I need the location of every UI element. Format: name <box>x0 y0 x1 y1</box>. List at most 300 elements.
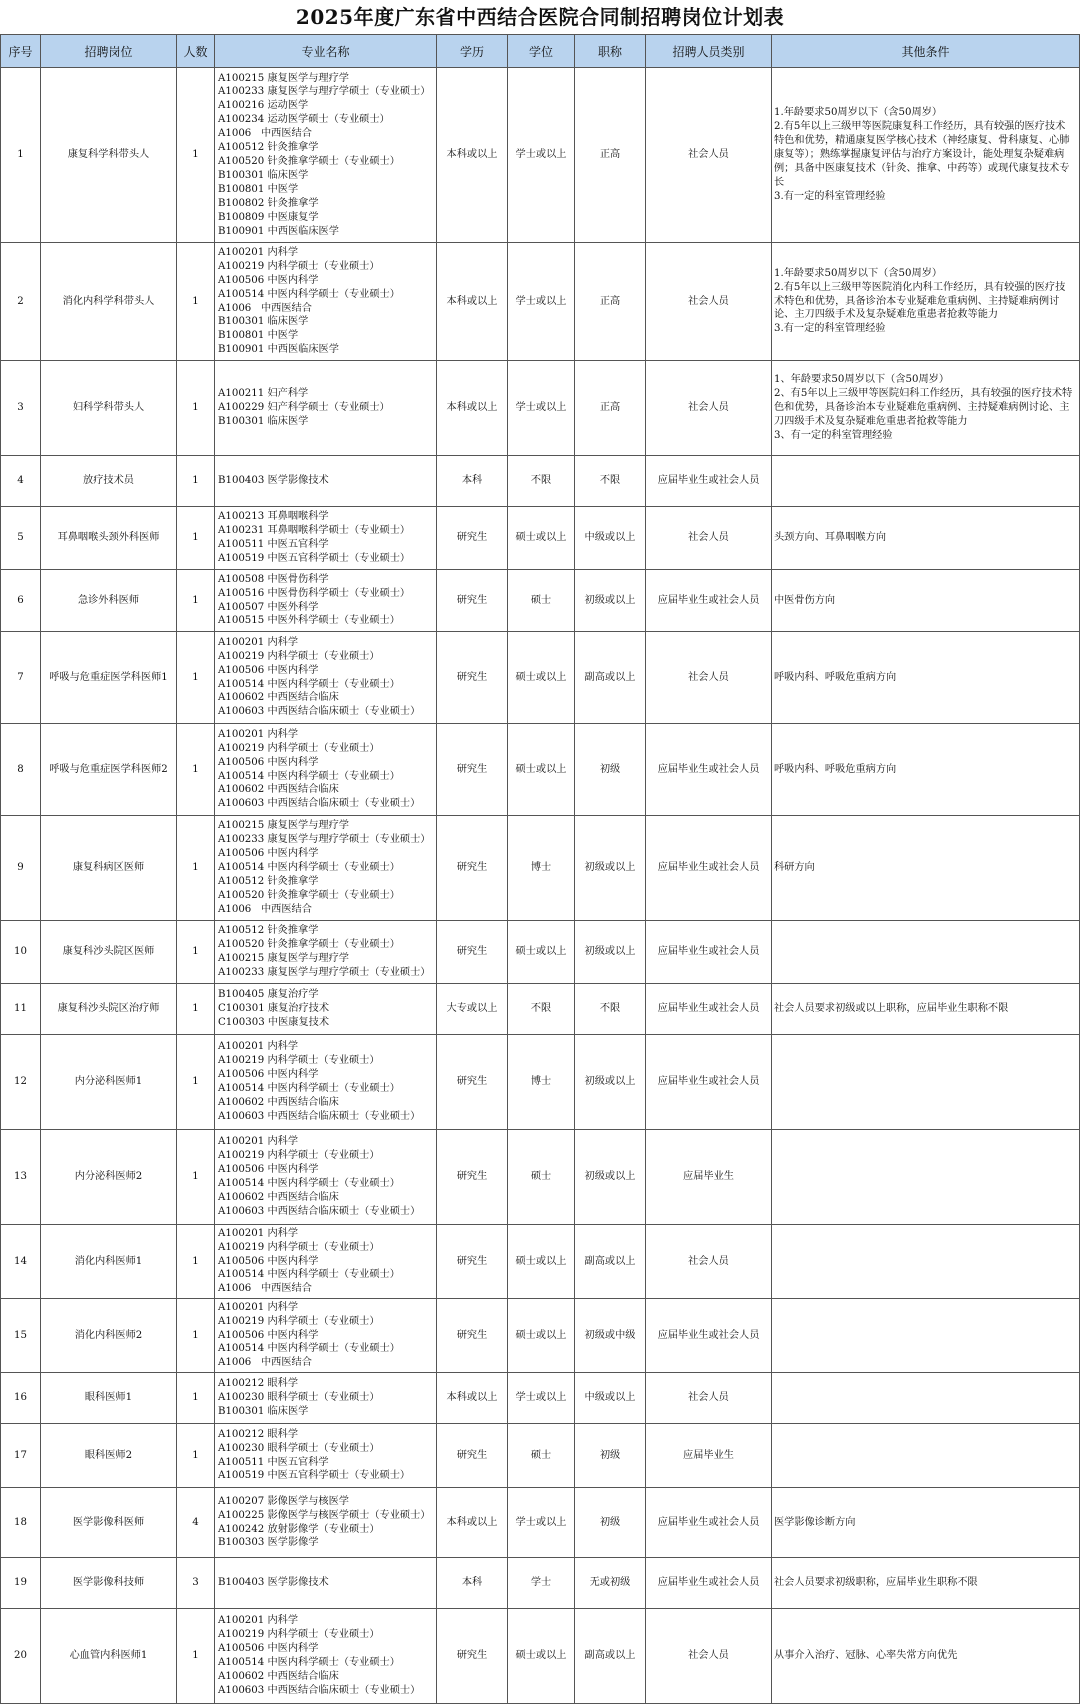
cell-education: 研究生 <box>437 1035 508 1130</box>
cell-no: 17 <box>1 1424 41 1488</box>
cell-category: 社会人员 <box>646 1609 772 1704</box>
cell-majors <box>215 456 437 507</box>
cell-title: 初级或以上 <box>575 1130 646 1225</box>
other-line: 1、年龄要求50周岁以下（含50周岁） <box>774 374 950 386</box>
cell-majors <box>215 724 437 816</box>
major-line: B100301 临床医学 <box>218 1405 309 1417</box>
cell-other <box>772 632 1080 724</box>
cell-degree: 硕士 <box>508 570 575 632</box>
cell-position: 康复科学科带头人 <box>41 68 177 243</box>
table-row <box>1 1558 1080 1609</box>
major-line: C100301 康复治疗技术 <box>218 1003 330 1015</box>
major-line: A100602 中西医结合临床 <box>218 692 339 704</box>
cell-no: 3 <box>1 361 41 456</box>
cell-degree: 学士或以上 <box>508 68 575 243</box>
cell-degree: 硕士或以上 <box>508 724 575 816</box>
cell-category: 社会人员 <box>646 361 772 456</box>
major-line: A100213 耳鼻咽喉科学 <box>218 511 329 523</box>
table-body <box>1 68 1080 1704</box>
table-row <box>1 1035 1080 1130</box>
cell-count: 4 <box>177 1488 215 1558</box>
major-line: A100219 内科学硕士（专业硕士） <box>218 260 380 272</box>
cell-no: 4 <box>1 456 41 507</box>
cell-no: 7 <box>1 632 41 724</box>
cell-degree: 不限 <box>508 456 575 507</box>
table-row <box>1 724 1080 816</box>
cell-education: 大专或以上 <box>437 984 508 1035</box>
major-line: A100520 针灸推拿学硕士（专业硕士） <box>218 156 400 167</box>
other-line: 科研方向 <box>774 862 815 874</box>
cell-education: 研究生 <box>437 1130 508 1225</box>
table-header <box>1 35 1080 68</box>
cell-category: 应届毕业生 <box>646 1130 772 1225</box>
cell-other <box>772 816 1080 921</box>
cell-majors <box>215 1424 437 1488</box>
cell-category: 社会人员 <box>646 507 772 570</box>
cell-title: 初级或中级 <box>575 1299 646 1373</box>
major-line: A100201 内科学 <box>218 728 299 740</box>
cell-title: 不限 <box>575 456 646 507</box>
cell-count: 1 <box>177 1035 215 1130</box>
major-line: A100512 针灸推拿学 <box>218 875 319 887</box>
other-line: 2.有5年以上三级甲等医院消化内科工作经历，具有较强的医疗技术特色和优势，具备诊治本专业疑难危重病例、主持疑难病例讨论、主刀四级手术及复杂疑难危重患者抢救等能力 <box>774 281 1066 321</box>
major-line: A100602 中西医结合临床 <box>218 1096 339 1108</box>
cell-position: 消化内科学科带头人 <box>41 243 177 361</box>
cell-title: 副高或以上 <box>575 632 646 724</box>
major-line: B100801 中医学 <box>218 330 299 342</box>
cell-count: 1 <box>177 1299 215 1373</box>
cell-category: 应届毕业生或社会人员 <box>646 1488 772 1558</box>
cell-title: 初级 <box>575 1488 646 1558</box>
cell-education: 研究生 <box>437 1225 508 1299</box>
cell-majors <box>215 1035 437 1130</box>
major-line: A100211 妇产科学 <box>218 388 309 400</box>
cell-no: 10 <box>1 921 41 984</box>
cell-other <box>772 1130 1080 1225</box>
cell-other <box>772 1225 1080 1299</box>
cell-degree: 硕士或以上 <box>508 1609 575 1704</box>
cell-position: 内分泌科医师1 <box>41 1035 177 1130</box>
table-row <box>1 456 1080 507</box>
cell-title: 中级或以上 <box>575 507 646 570</box>
major-line: A100514 中医内科学硕士（专业硕士） <box>218 1657 400 1668</box>
major-line: A100201 内科学 <box>218 1041 299 1053</box>
table-row <box>1 570 1080 632</box>
other-line: 呼吸内科、呼吸危重病方向 <box>774 763 897 775</box>
cell-position: 康复科病区医师 <box>41 816 177 921</box>
cell-count: 1 <box>177 68 215 243</box>
cell-other <box>772 1424 1080 1488</box>
cell-other <box>772 921 1080 984</box>
other-line: 中医骨伤方向 <box>774 594 836 606</box>
header-major: 专业名称 <box>215 35 437 68</box>
major-line: A100229 妇产科学硕士（专业硕士） <box>218 402 390 414</box>
major-line: A100516 中医骨伤科学硕士（专业硕士） <box>218 587 411 599</box>
other-line: 2.有5年以上三级甲等医院康复科工作经历，具有较强的医疗技术特色和优势，精通康复医学核心技术（神经康复、骨科康复、心肺康复等）；熟练掌握康复评估与治疗方案设计，能处理复杂疑难病例；具备中医康复技术（针灸、推拿、中药等）或现代康复技术专长 <box>774 121 1070 188</box>
major-line: A100515 中医外科学硕士（专业硕士） <box>218 615 400 627</box>
header-degree: 学位 <box>508 35 575 68</box>
other-line: 社会人员要求初级或以上职称，应届毕业生职称不限 <box>774 1003 1009 1015</box>
table-row <box>1 984 1080 1035</box>
major-line: A100225 影像医学与核医学硕士（专业硕士） <box>218 1509 431 1521</box>
major-line: B100801 中医学 <box>218 183 299 195</box>
cell-other <box>772 1035 1080 1130</box>
cell-no: 20 <box>1 1609 41 1704</box>
major-line: A100514 中医内科学硕士（专业硕士） <box>218 1343 400 1355</box>
header-category: 招聘人员类别 <box>646 35 772 68</box>
cell-education: 本科或以上 <box>437 1488 508 1558</box>
cell-majors <box>215 984 437 1035</box>
cell-title: 不限 <box>575 984 646 1035</box>
cell-count: 1 <box>177 984 215 1035</box>
major-line: A100506 中医内科学 <box>218 1069 319 1081</box>
major-line: A100231 耳鼻咽喉科学硕士（专业硕士） <box>218 525 411 537</box>
cell-majors <box>215 1609 437 1704</box>
major-line: A100514 中医内科学硕士（专业硕士） <box>218 288 400 300</box>
table-row <box>1 1488 1080 1558</box>
major-line: A1006 中西医结合 <box>218 1283 312 1295</box>
other-line: 医学影像诊断方向 <box>774 1516 856 1528</box>
cell-category: 应届毕业生或社会人员 <box>646 921 772 984</box>
major-line: A100520 针灸推拿学硕士（专业硕士） <box>218 889 400 901</box>
cell-position: 康复科沙头院区医师 <box>41 921 177 984</box>
major-line: A100219 内科学硕士（专业硕士） <box>218 1315 380 1327</box>
cell-position: 呼吸与危重症医学科医师1 <box>41 632 177 724</box>
cell-education: 本科或以上 <box>437 68 508 243</box>
table-row <box>1 243 1080 361</box>
cell-position: 妇科学科带头人 <box>41 361 177 456</box>
major-line: A100506 中医内科学 <box>218 274 319 286</box>
cell-majors <box>215 632 437 724</box>
cell-count: 3 <box>177 1558 215 1609</box>
cell-count: 1 <box>177 1609 215 1704</box>
major-line: A100219 内科学硕士（专业硕士） <box>218 650 380 662</box>
cell-position: 心血管内科医师1 <box>41 1609 177 1704</box>
cell-no: 8 <box>1 724 41 816</box>
major-line: A100602 中西医结合临床 <box>218 1191 339 1203</box>
cell-no: 15 <box>1 1299 41 1373</box>
major-line: C100303 中医康复技术 <box>218 1016 330 1028</box>
cell-category: 应届毕业生或社会人员 <box>646 570 772 632</box>
cell-education: 研究生 <box>437 1299 508 1373</box>
cell-degree: 硕士或以上 <box>508 1225 575 1299</box>
cell-count: 1 <box>177 361 215 456</box>
cell-category: 应届毕业生或社会人员 <box>646 984 772 1035</box>
cell-category: 社会人员 <box>646 1225 772 1299</box>
cell-degree: 硕士或以上 <box>508 1299 575 1373</box>
cell-majors <box>215 1558 437 1609</box>
major-line: A100511 中医五官科学 <box>218 539 329 550</box>
cell-other <box>772 456 1080 507</box>
cell-count: 1 <box>177 1130 215 1225</box>
major-line: A100233 康复医学与理疗学硕士（专业硕士） <box>218 834 431 846</box>
cell-degree: 硕士或以上 <box>508 921 575 984</box>
cell-count: 1 <box>177 921 215 984</box>
other-line: 3、有一定的科室管理经验 <box>774 429 893 441</box>
cell-degree: 学士或以上 <box>508 243 575 361</box>
cell-position: 消化内科医师2 <box>41 1299 177 1373</box>
major-line: A100514 中医内科学硕士（专业硕士） <box>218 1269 400 1281</box>
other-line: 1.年龄要求50周岁以下（含50周岁） <box>774 107 943 119</box>
major-line: A100215 康复医学与理疗学 <box>218 72 349 84</box>
cell-title: 初级 <box>575 1424 646 1488</box>
cell-education: 研究生 <box>437 724 508 816</box>
cell-category: 应届毕业生或社会人员 <box>646 724 772 816</box>
cell-education: 研究生 <box>437 921 508 984</box>
major-line: A100603 中西医结合临床硕士（专业硕士） <box>218 1684 421 1696</box>
other-line: 呼吸内科、呼吸危重病方向 <box>774 671 897 683</box>
cell-position: 内分泌科医师2 <box>41 1130 177 1225</box>
cell-position: 消化内科医师1 <box>41 1225 177 1299</box>
cell-category: 应届毕业生或社会人员 <box>646 816 772 921</box>
cell-count: 1 <box>177 1373 215 1424</box>
major-line: A100603 中西医结合临床硕士（专业硕士） <box>218 1205 421 1217</box>
cell-count: 1 <box>177 1424 215 1488</box>
cell-category: 应届毕业生 <box>646 1424 772 1488</box>
cell-majors <box>215 68 437 243</box>
table-row <box>1 507 1080 570</box>
major-line: B100301 临床医学 <box>218 169 309 181</box>
cell-degree: 学士或以上 <box>508 1488 575 1558</box>
table-row <box>1 1424 1080 1488</box>
cell-no: 6 <box>1 570 41 632</box>
cell-other <box>772 984 1080 1035</box>
major-line: A100507 中医外科学 <box>218 601 319 613</box>
cell-education: 研究生 <box>437 816 508 921</box>
cell-majors <box>215 1225 437 1299</box>
cell-other <box>772 724 1080 816</box>
cell-education: 研究生 <box>437 1609 508 1704</box>
major-line: A100506 中医内科学 <box>218 1255 319 1267</box>
page-title: 2025年度广东省中西结合医院合同制招聘岗位计划表 <box>295 5 785 29</box>
major-line: A100514 中医内科学硕士（专业硕士） <box>218 678 400 690</box>
major-line: B100809 中医康复学 <box>218 211 319 223</box>
major-line: A100520 针灸推拿学硕士（专业硕士） <box>218 939 400 951</box>
major-line: A100219 内科学硕士（专业硕士） <box>218 742 380 754</box>
major-line: A100512 针灸推拿学 <box>218 142 319 154</box>
cell-no: 2 <box>1 243 41 361</box>
cell-count: 1 <box>177 632 215 724</box>
header-title: 职称 <box>575 35 646 68</box>
major-line: A100219 内科学硕士（专业硕士） <box>218 1629 380 1641</box>
recruitment-table <box>0 34 1080 1704</box>
cell-degree: 博士 <box>508 816 575 921</box>
major-line: A100603 中西医结合临床硕士（专业硕士） <box>218 1110 421 1122</box>
major-line: A100514 中医内科学硕士（专业硕士） <box>218 770 400 782</box>
major-line: A1006 中西医结合 <box>218 128 312 140</box>
cell-count: 1 <box>177 1225 215 1299</box>
cell-title: 初级 <box>575 724 646 816</box>
cell-other <box>772 1299 1080 1373</box>
cell-education: 本科或以上 <box>437 1373 508 1424</box>
cell-other <box>772 68 1080 243</box>
cell-category: 应届毕业生或社会人员 <box>646 1035 772 1130</box>
major-line: A1006 中西医结合 <box>218 903 312 915</box>
cell-other <box>772 570 1080 632</box>
major-line: A100201 内科学 <box>218 1615 299 1627</box>
cell-title: 初级或以上 <box>575 816 646 921</box>
cell-majors <box>215 816 437 921</box>
major-line: A100201 内科学 <box>218 1227 299 1239</box>
other-line: 1.年龄要求50周岁以下（含50周岁） <box>774 267 943 279</box>
cell-count: 1 <box>177 507 215 570</box>
cell-no: 13 <box>1 1130 41 1225</box>
other-line: 3.有一定的科室管理经验 <box>774 323 886 335</box>
cell-majors <box>215 1299 437 1373</box>
cell-no: 1 <box>1 68 41 243</box>
cell-category: 应届毕业生或社会人员 <box>646 1558 772 1609</box>
major-line: A100233 康复医学与理疗学硕士（专业硕士） <box>218 86 431 98</box>
cell-no: 5 <box>1 507 41 570</box>
major-line: B100901 中西医临床医学 <box>218 344 339 356</box>
table-row <box>1 1130 1080 1225</box>
cell-category: 社会人员 <box>646 243 772 361</box>
cell-category: 社会人员 <box>646 1373 772 1424</box>
cell-education: 研究生 <box>437 1424 508 1488</box>
cell-degree: 学士或以上 <box>508 361 575 456</box>
major-line: A100506 中医内科学 <box>218 756 319 768</box>
cell-count: 1 <box>177 570 215 632</box>
major-line: A100511 中医五官科学 <box>218 1456 329 1468</box>
cell-category: 社会人员 <box>646 632 772 724</box>
cell-title: 初级或以上 <box>575 570 646 632</box>
cell-no: 19 <box>1 1558 41 1609</box>
major-line: A100219 内科学硕士（专业硕士） <box>218 1150 380 1162</box>
major-line: A100207 影像医学与核医学 <box>218 1495 349 1507</box>
major-line: B100403 医学影像技术 <box>218 475 329 487</box>
major-line: A100602 中西医结合临床 <box>218 784 339 796</box>
cell-position: 急诊外科医师 <box>41 570 177 632</box>
major-line: A100216 运动医学 <box>218 100 309 112</box>
cell-degree: 硕士 <box>508 1424 575 1488</box>
cell-title: 副高或以上 <box>575 1225 646 1299</box>
other-line: 社会人员要求初级职称，应届毕业生职称不限 <box>774 1577 978 1589</box>
cell-other <box>772 1373 1080 1424</box>
cell-majors <box>215 243 437 361</box>
cell-degree: 学士 <box>508 1558 575 1609</box>
cell-education: 研究生 <box>437 570 508 632</box>
table-row <box>1 816 1080 921</box>
major-line: A100212 眼科学 <box>218 1378 299 1390</box>
cell-education: 研究生 <box>437 632 508 724</box>
major-line: A100602 中西医结合临床 <box>218 1670 339 1682</box>
cell-title: 正高 <box>575 361 646 456</box>
major-line: B100301 临床医学 <box>218 415 309 427</box>
major-line: A100603 中西医结合临床硕士（专业硕士） <box>218 798 421 810</box>
cell-majors <box>215 1373 437 1424</box>
cell-position: 呼吸与危重症医学科医师2 <box>41 724 177 816</box>
cell-title: 正高 <box>575 68 646 243</box>
cell-other <box>772 361 1080 456</box>
cell-position: 眼科医师2 <box>41 1424 177 1488</box>
header-other: 其他条件 <box>772 35 1080 68</box>
cell-position: 医学影像科医师 <box>41 1488 177 1558</box>
cell-title: 正高 <box>575 243 646 361</box>
cell-other <box>772 1558 1080 1609</box>
major-line: A100201 内科学 <box>218 636 299 648</box>
cell-title: 初级或以上 <box>575 1035 646 1130</box>
major-line: A100506 中医内科学 <box>218 1164 319 1176</box>
major-line: A100215 康复医学与理疗学 <box>218 953 349 964</box>
major-line: B100901 中西医临床医学 <box>218 225 339 237</box>
header-no: 序号 <box>1 35 41 68</box>
major-line: A100234 运动医学硕士（专业硕士） <box>218 114 390 126</box>
cell-title: 中级或以上 <box>575 1373 646 1424</box>
cell-majors <box>215 1130 437 1225</box>
other-line: 从事介入治疗、冠脉、心率失常方向优先 <box>774 1650 958 1662</box>
major-line: A100201 内科学 <box>218 1136 299 1148</box>
major-line: A100603 中西医结合临床硕士（专业硕士） <box>218 706 421 718</box>
cell-position: 放疗技术员 <box>41 456 177 507</box>
cell-title: 无或初级 <box>575 1558 646 1609</box>
cell-other <box>772 243 1080 361</box>
cell-majors <box>215 570 437 632</box>
cell-other <box>772 1488 1080 1558</box>
cell-majors <box>215 921 437 984</box>
cell-category: 社会人员 <box>646 68 772 243</box>
major-line: A100506 中医内科学 <box>218 1329 319 1341</box>
major-line: A100514 中医内科学硕士（专业硕士） <box>218 862 400 874</box>
major-line: A1006 中西医结合 <box>218 302 312 314</box>
cell-no: 9 <box>1 816 41 921</box>
major-line: B100301 临床医学 <box>218 316 309 328</box>
header-education: 学历 <box>437 35 508 68</box>
cell-no: 12 <box>1 1035 41 1130</box>
major-line: A100512 针灸推拿学 <box>218 925 319 937</box>
cell-position: 医学影像科技师 <box>41 1558 177 1609</box>
major-line: A100506 中医内科学 <box>218 1643 319 1655</box>
major-line: A100506 中医内科学 <box>218 664 319 676</box>
cell-degree: 不限 <box>508 984 575 1035</box>
other-line: 3.有一定的科室管理经验 <box>774 190 886 202</box>
cell-education: 研究生 <box>437 507 508 570</box>
cell-category: 应届毕业生或社会人员 <box>646 456 772 507</box>
cell-count: 1 <box>177 724 215 816</box>
table-row <box>1 1299 1080 1373</box>
cell-no: 14 <box>1 1225 41 1299</box>
cell-degree: 硕士 <box>508 1130 575 1225</box>
cell-title: 初级或以上 <box>575 921 646 984</box>
cell-majors <box>215 1488 437 1558</box>
major-line: A100201 内科学 <box>218 1301 299 1313</box>
major-line: A100519 中医五官科学硕士（专业硕士） <box>218 552 411 564</box>
major-line: A100506 中医内科学 <box>218 848 319 860</box>
header-row <box>1 35 1080 68</box>
cell-degree: 博士 <box>508 1035 575 1130</box>
cell-majors <box>215 361 437 456</box>
major-line: A100514 中医内科学硕士（专业硕士） <box>218 1178 400 1189</box>
major-line: A100219 内科学硕士（专业硕士） <box>218 1241 380 1253</box>
cell-count: 1 <box>177 243 215 361</box>
table-row <box>1 68 1080 243</box>
major-line: A100215 康复医学与理疗学 <box>218 820 349 832</box>
major-line: A100508 中医骨伤科学 <box>218 573 329 585</box>
other-line: 2、有5年以上三级甲等医院妇科工作经历，具有较强的医疗技术特色和优势，具备诊治本专业疑难危重病例、主持疑难病例讨论、主刀四级手术及复杂疑难危重患者抢救等能力 <box>774 388 1073 427</box>
table-row <box>1 632 1080 724</box>
table-row <box>1 1225 1080 1299</box>
cell-education: 本科或以上 <box>437 361 508 456</box>
major-line: A100230 眼科学硕士（专业硕士） <box>218 1392 380 1404</box>
major-line: B100405 康复治疗学 <box>218 989 319 1001</box>
cell-education: 本科 <box>437 456 508 507</box>
table-row <box>1 1609 1080 1704</box>
cell-degree: 硕士或以上 <box>508 632 575 724</box>
cell-category: 应届毕业生或社会人员 <box>646 1299 772 1373</box>
cell-other <box>772 1609 1080 1704</box>
major-line: A1006 中西医结合 <box>218 1357 312 1369</box>
major-line: B100403 医学影像技术 <box>218 1577 329 1589</box>
cell-other <box>772 507 1080 570</box>
